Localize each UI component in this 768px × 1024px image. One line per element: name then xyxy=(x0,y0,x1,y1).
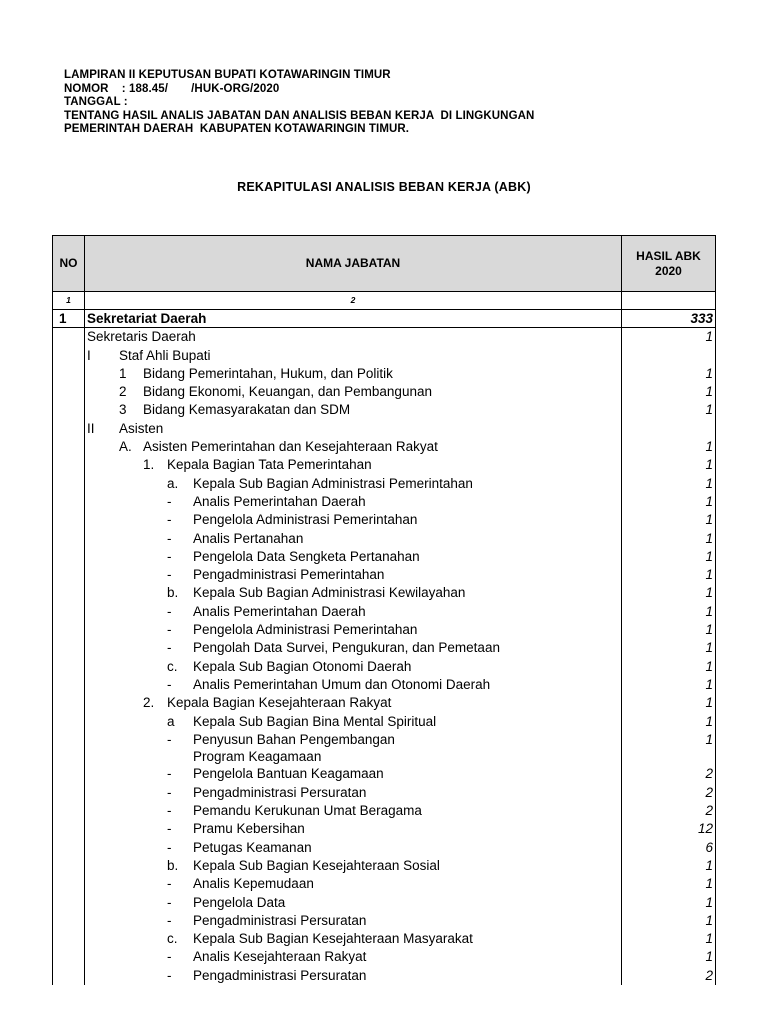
row-name xyxy=(85,857,622,875)
row-title-line: Pemandu Kerukunan Umat Beragama xyxy=(193,803,422,819)
row-title-line: Analis Kesejahteraan Rakyat xyxy=(193,949,367,965)
row-marker: - xyxy=(167,912,172,928)
row-title xyxy=(193,475,473,492)
table-row xyxy=(53,621,715,639)
row-marker: - xyxy=(167,493,172,509)
row-name xyxy=(85,658,622,676)
table-subheader-row xyxy=(53,292,715,310)
row-value: 1 xyxy=(705,713,713,729)
row-name xyxy=(85,566,622,584)
row-no xyxy=(53,694,85,712)
row-title xyxy=(193,713,436,730)
row-name xyxy=(85,676,622,694)
row-title xyxy=(87,328,196,345)
row-no xyxy=(53,839,85,857)
row-marker: - xyxy=(167,949,172,965)
row-title-line: Analis Pemerintahan Daerah xyxy=(193,603,366,619)
row-title xyxy=(193,603,366,620)
row-value: 1 xyxy=(705,695,713,711)
row-value: 1 xyxy=(705,402,713,418)
row-value: 1 xyxy=(705,876,713,892)
row-title-line: Asisten xyxy=(119,420,164,436)
row-title xyxy=(193,802,422,819)
row-title-line: Bidang Kemasyarakatan dan SDM xyxy=(143,402,351,418)
row-name xyxy=(85,347,622,365)
row-value: 333 xyxy=(622,310,715,328)
row-marker: 3 xyxy=(119,402,127,418)
row-name xyxy=(85,621,622,639)
row-no xyxy=(53,912,85,930)
subheader-name: 2 xyxy=(85,292,622,309)
row-name xyxy=(85,912,622,930)
row-title-line: Pengadministrasi Persuratan xyxy=(193,784,367,800)
row-marker: c. xyxy=(167,658,178,674)
row-marker: 2 xyxy=(119,384,127,400)
row-name xyxy=(85,948,622,966)
row-no xyxy=(53,857,85,875)
row-value: 1 xyxy=(705,439,713,455)
row-title-line: Kepala Sub Bagian Administrasi Kewilayahan xyxy=(193,585,466,601)
row-name xyxy=(85,530,622,548)
row-marker: 2. xyxy=(143,695,155,711)
row-no xyxy=(53,566,85,584)
row-value: 1 xyxy=(705,676,713,692)
row-marker: c. xyxy=(167,931,178,947)
row-value: 1 xyxy=(705,731,713,747)
table-row xyxy=(53,639,715,657)
row-no xyxy=(53,658,85,676)
row-title xyxy=(193,948,366,965)
table-row xyxy=(53,566,715,584)
table-row xyxy=(53,493,715,511)
row-title xyxy=(119,420,163,437)
row-no xyxy=(53,713,85,731)
row-value xyxy=(622,420,715,438)
row-name xyxy=(85,603,622,621)
row-name xyxy=(85,802,622,820)
document-header xyxy=(64,69,534,137)
row-title-line: Sekretariat Daerah xyxy=(87,311,207,326)
row-value: 1 xyxy=(705,530,713,546)
row-no xyxy=(53,365,85,383)
row-marker: II xyxy=(87,420,95,436)
row-title xyxy=(193,765,384,782)
row-marker: - xyxy=(167,784,172,800)
row-value: 1 xyxy=(705,365,713,381)
row-title xyxy=(167,694,391,711)
row-title-line: Pengelola Data Sengketa Pertanahan xyxy=(193,548,420,564)
row-no xyxy=(53,401,85,419)
row-no xyxy=(53,894,85,912)
row-marker: - xyxy=(167,567,172,583)
row-no xyxy=(53,784,85,802)
row-name xyxy=(85,584,622,602)
row-value: 1 xyxy=(705,857,713,873)
row-no xyxy=(53,584,85,602)
row-title xyxy=(143,401,350,418)
header-name: NAMA JABATAN xyxy=(85,236,622,291)
header-line-number: NOMOR : 188.45/ /HUK-ORG/2020 xyxy=(64,82,280,95)
row-title-line: Pengadministrasi Pemerintahan xyxy=(193,567,385,583)
row-name xyxy=(85,875,622,893)
row-title xyxy=(119,347,211,364)
row-value: 1 xyxy=(705,384,713,400)
table-row xyxy=(53,948,715,966)
row-title-line: Bidang Pemerintahan, Hukum, dan Politik xyxy=(143,365,393,381)
row-title-line: Pengelola Data xyxy=(193,894,286,910)
row-title xyxy=(193,566,384,583)
row-title xyxy=(193,930,473,947)
row-title xyxy=(193,967,366,984)
row-title xyxy=(193,511,417,528)
row-no xyxy=(53,493,85,511)
row-title-line: Staf Ahli Bupati xyxy=(119,347,211,363)
row-title xyxy=(193,784,366,801)
row-title xyxy=(193,839,312,856)
table-row xyxy=(53,875,715,893)
row-name xyxy=(85,930,622,948)
table-row xyxy=(53,603,715,621)
table-row xyxy=(53,658,715,676)
row-value: 2 xyxy=(705,803,713,819)
row-title-line: Analis Pemerintahan Umum dan Otonomi Daerah xyxy=(193,676,491,692)
row-value: 1 xyxy=(705,912,713,928)
row-name xyxy=(85,438,622,456)
table-row xyxy=(53,511,715,529)
row-value: 1 xyxy=(705,658,713,674)
row-title xyxy=(143,383,432,400)
row-name xyxy=(85,401,622,419)
row-no xyxy=(53,676,85,694)
row-title xyxy=(193,639,500,656)
row-no xyxy=(53,948,85,966)
table-row xyxy=(53,765,715,783)
row-name xyxy=(85,475,622,493)
table-row xyxy=(53,584,715,602)
row-no xyxy=(53,639,85,657)
row-marker: I xyxy=(87,347,91,363)
row-name xyxy=(85,310,622,328)
row-value: 1 xyxy=(705,548,713,564)
row-marker: - xyxy=(167,839,172,855)
row-title-line: Analis Pertanahan xyxy=(193,530,304,546)
row-title xyxy=(193,530,303,547)
row-title xyxy=(193,912,366,929)
row-marker: - xyxy=(167,603,172,619)
row-name xyxy=(85,493,622,511)
row-value: 2 xyxy=(705,967,713,983)
row-name xyxy=(85,967,622,985)
row-value: 1 xyxy=(705,329,713,345)
row-title xyxy=(193,621,417,638)
row-title xyxy=(193,658,411,675)
row-title-line: Pengadministrasi Persuratan xyxy=(193,912,367,928)
row-title-line: Pengelola Bantuan Keagamaan xyxy=(193,766,384,782)
table-row xyxy=(53,456,715,474)
table-row xyxy=(53,676,715,694)
table-row xyxy=(53,383,715,401)
row-name xyxy=(85,731,622,766)
table-row xyxy=(53,310,715,328)
row-value: 1 xyxy=(705,567,713,583)
row-marker: A. xyxy=(119,439,132,455)
row-title-line: Kepala Bagian Tata Pemerintahan xyxy=(167,457,372,473)
row-name xyxy=(85,511,622,529)
row-no xyxy=(53,621,85,639)
row-title xyxy=(193,584,465,601)
row-marker: 1 xyxy=(119,365,127,381)
row-marker: - xyxy=(167,766,172,782)
row-marker: - xyxy=(167,676,172,692)
row-no xyxy=(53,438,85,456)
table-row xyxy=(53,328,715,346)
row-no xyxy=(53,530,85,548)
row-name xyxy=(85,365,622,383)
row-no xyxy=(53,603,85,621)
row-title-line: Pengolah Data Survei, Pengukuran, dan Pemetaan xyxy=(193,640,500,656)
row-marker: a. xyxy=(167,475,179,491)
row-title xyxy=(193,548,420,565)
row-no: 1 xyxy=(53,310,85,328)
row-title-line: Pengelola Administrasi Pemerintahan xyxy=(193,512,418,528)
row-no xyxy=(53,383,85,401)
row-name xyxy=(85,713,622,731)
row-title-line: Bidang Ekonomi, Keuangan, dan Pembangunan xyxy=(143,384,432,400)
row-title xyxy=(193,731,395,765)
row-name xyxy=(85,765,622,783)
row-no xyxy=(53,930,85,948)
row-title-line: Analis Pemerintahan Daerah xyxy=(193,493,366,509)
row-name xyxy=(85,548,622,566)
subheader-result xyxy=(622,292,715,309)
table-row xyxy=(53,839,715,857)
table-row xyxy=(53,930,715,948)
row-marker: - xyxy=(167,967,172,983)
row-title xyxy=(193,676,490,693)
row-title xyxy=(193,894,285,911)
row-marker: b. xyxy=(167,857,179,873)
row-title-line: Sekretaris Daerah xyxy=(87,329,196,345)
header-no: NO xyxy=(53,236,85,291)
row-no xyxy=(53,820,85,838)
table-row xyxy=(53,912,715,930)
row-value: 6 xyxy=(705,839,713,855)
row-title-line: Kepala Sub Bagian Otonomi Daerah xyxy=(193,658,412,674)
row-title-line: Penyusun Bahan Pengembangan xyxy=(193,731,395,747)
row-title-line: Pengelola Administrasi Pemerintahan xyxy=(193,622,418,638)
row-value: 2 xyxy=(705,766,713,782)
row-title-line: Asisten Pemerintahan dan Kesejahteraan Rakyat xyxy=(143,439,438,455)
row-value: 1 xyxy=(705,585,713,601)
subheader-no: 1 xyxy=(53,292,85,309)
row-no xyxy=(53,765,85,783)
row-title xyxy=(193,875,314,892)
row-value: 1 xyxy=(705,493,713,509)
table-row xyxy=(53,548,715,566)
row-no xyxy=(53,347,85,365)
row-marker: - xyxy=(167,512,172,528)
row-no xyxy=(53,875,85,893)
row-name xyxy=(85,694,622,712)
row-marker: - xyxy=(167,622,172,638)
table-row xyxy=(53,420,715,438)
row-title xyxy=(193,857,440,874)
document-title: REKAPITULASI ANALISIS BEBAN KERJA (ABK) xyxy=(237,180,531,194)
row-marker: - xyxy=(167,821,172,837)
table-row xyxy=(53,820,715,838)
table-row xyxy=(53,438,715,456)
row-marker: - xyxy=(167,731,172,747)
row-name xyxy=(85,639,622,657)
row-title xyxy=(143,365,393,382)
row-marker: - xyxy=(167,876,172,892)
row-value: 2 xyxy=(705,784,713,800)
row-name xyxy=(85,820,622,838)
row-no xyxy=(53,456,85,474)
header-result: HASIL ABK 2020 xyxy=(622,236,715,291)
row-name xyxy=(85,456,622,474)
table-row xyxy=(53,694,715,712)
row-marker: - xyxy=(167,894,172,910)
row-title xyxy=(193,820,305,837)
row-no xyxy=(53,967,85,985)
row-no xyxy=(53,420,85,438)
table-header-row xyxy=(53,236,715,292)
row-title xyxy=(143,438,438,455)
row-title-line: Kepala Sub Bagian Administrasi Pemerintahan xyxy=(193,475,473,491)
row-title xyxy=(87,310,206,327)
row-value: 1 xyxy=(705,512,713,528)
row-no xyxy=(53,511,85,529)
row-no xyxy=(53,802,85,820)
row-value: 1 xyxy=(705,475,713,491)
row-no xyxy=(53,731,85,766)
header-line-subject-1: TENTANG HASIL ANALIS JABATAN DAN ANALISIS BEBAN KERJA DI LINGKUNGAN xyxy=(64,109,535,122)
row-marker: b. xyxy=(167,585,179,601)
row-title-line: Kepala Sub Bagian Kesejahteraan Sosial xyxy=(193,857,440,873)
row-title-line: Analis Kepemudaan xyxy=(193,876,314,892)
row-value: 1 xyxy=(705,622,713,638)
table-row xyxy=(53,731,715,766)
row-value: 1 xyxy=(705,931,713,947)
row-title xyxy=(167,456,372,473)
table-row xyxy=(53,857,715,875)
table-row xyxy=(53,530,715,548)
row-value: 1 xyxy=(705,603,713,619)
header-line-attachment: LAMPIRAN II KEPUTUSAN BUPATI KOTAWARINGIN TIMUR xyxy=(64,69,391,81)
row-name xyxy=(85,894,622,912)
row-marker: - xyxy=(167,530,172,546)
row-value: 1 xyxy=(705,894,713,910)
row-name xyxy=(85,784,622,802)
row-name xyxy=(85,420,622,438)
row-marker: - xyxy=(167,548,172,564)
table-row xyxy=(53,784,715,802)
row-value: 12 xyxy=(697,821,713,837)
abk-table xyxy=(52,235,716,985)
row-name xyxy=(85,839,622,857)
row-title-line-2: Program Keagamaan xyxy=(193,748,322,764)
row-value: 1 xyxy=(705,949,713,965)
table-row xyxy=(53,713,715,731)
row-value: 1 xyxy=(705,457,713,473)
table-row xyxy=(53,401,715,419)
row-value xyxy=(622,347,715,365)
row-no xyxy=(53,548,85,566)
table-body xyxy=(53,310,715,985)
row-name xyxy=(85,383,622,401)
row-no xyxy=(53,328,85,346)
row-name xyxy=(85,328,622,346)
row-title-line: Pengadministrasi Persuratan xyxy=(193,967,367,983)
table-row xyxy=(53,475,715,493)
row-title-line: Petugas Keamanan xyxy=(193,839,312,855)
table-row xyxy=(53,347,715,365)
row-title-line: Pramu Kebersihan xyxy=(193,821,305,837)
row-value: 1 xyxy=(705,640,713,656)
header-line-subject-2: PEMERINTAH DAERAH KABUPATEN KOTAWARINGIN TIMUR. xyxy=(64,123,410,135)
row-title-line: Kepala Bagian Kesejahteraan Rakyat xyxy=(167,695,392,711)
table-row xyxy=(53,967,715,985)
row-no xyxy=(53,475,85,493)
row-marker: - xyxy=(167,640,172,656)
table-row xyxy=(53,894,715,912)
row-marker: a xyxy=(167,713,175,729)
table-row xyxy=(53,365,715,383)
row-marker: 1. xyxy=(143,457,155,473)
header-line-date: TANGGAL : xyxy=(64,96,128,108)
row-title-line: Kepala Sub Bagian Kesejahteraan Masyarakat xyxy=(193,931,473,947)
row-title xyxy=(193,493,366,510)
row-marker: - xyxy=(167,803,172,819)
table-row xyxy=(53,802,715,820)
row-title-line: Kepala Sub Bagian Bina Mental Spiritual xyxy=(193,713,437,729)
